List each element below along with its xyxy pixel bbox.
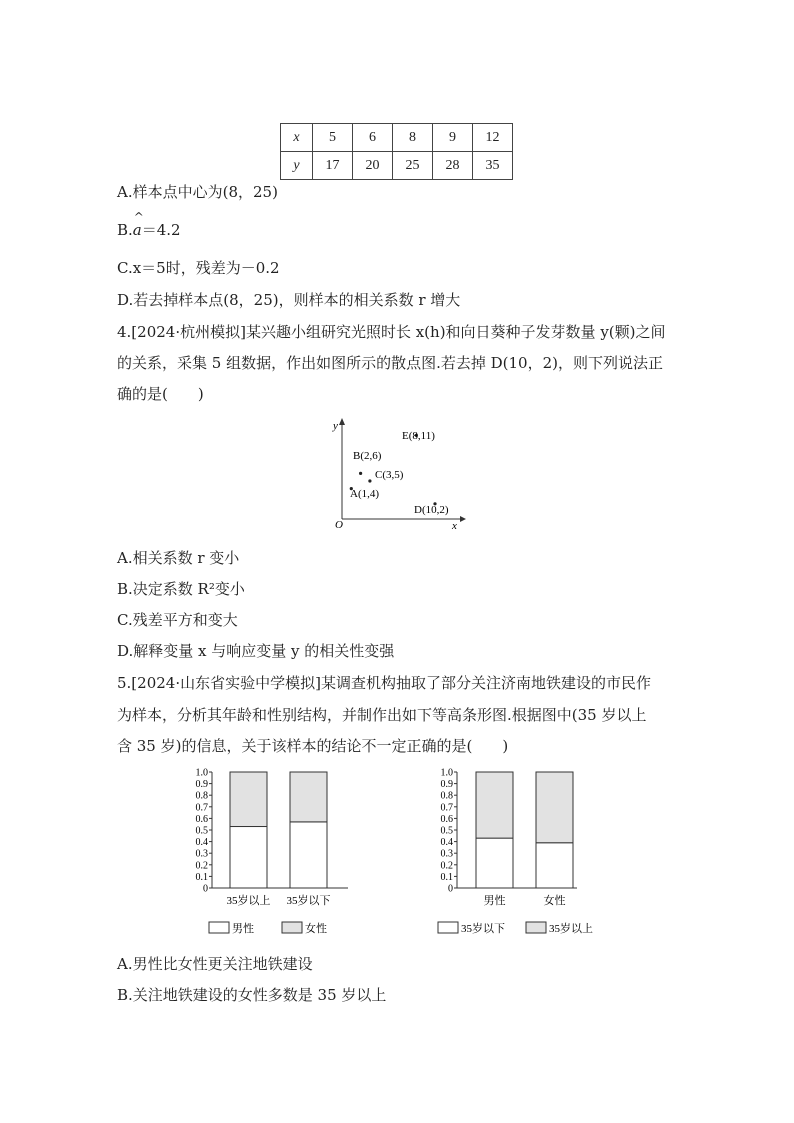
point-label-c: C(3,5) xyxy=(375,469,404,481)
q4-stem-line3: 确的是( ) xyxy=(117,385,204,403)
legend-swatch xyxy=(438,922,458,933)
legend-label: 35岁以上 xyxy=(549,923,593,935)
scatter-plot xyxy=(330,415,470,533)
q5-option-a: A.男性比女性更关注地铁建设 xyxy=(117,955,313,973)
q3-option-d: D.若去掉样本点(8，25)，则样本的相关系数 r 增大 xyxy=(117,291,461,309)
y-tick-label: 1.0 xyxy=(440,767,453,779)
y-tick-label: 0.6 xyxy=(195,813,208,825)
q4-stem-line1: 4.[2024·杭州模拟]某兴趣小组研究光照时长 x(h)和向日葵种子发芽数量 y(颗)之间 xyxy=(117,323,666,341)
table-header-y: y xyxy=(281,152,313,180)
y-tick-label: 0.9 xyxy=(440,779,453,791)
x-axis-arrow xyxy=(460,516,466,522)
y-tick-label: 0.5 xyxy=(440,825,453,837)
bar-segment-top xyxy=(476,772,513,838)
table-cell: 6 xyxy=(353,124,393,152)
bar-chart-gender xyxy=(425,762,615,942)
table-cell: 20 xyxy=(353,152,393,180)
bar-segment-top xyxy=(230,772,267,827)
scatter-point-c xyxy=(368,479,371,482)
x-tick-label: 35岁以上 xyxy=(226,895,271,907)
y-tick-label: 0.3 xyxy=(440,848,453,860)
y-tick-label: 0.2 xyxy=(440,860,453,872)
y-tick-label: 0.3 xyxy=(195,848,208,860)
y-tick-label: 0 xyxy=(448,883,453,895)
y-tick-label: 0.4 xyxy=(440,837,453,849)
y-tick-label: 0 xyxy=(203,883,208,895)
legend-swatch xyxy=(209,922,229,933)
point-label-b: B(2,6) xyxy=(353,450,382,462)
q5-stem-line2: 为样本，分析其年龄和性别结构，并制作出如下等高条形图.根据图中(35 岁以上 xyxy=(117,706,647,724)
y-tick-label: 0.6 xyxy=(440,813,453,825)
table-cell: 9 xyxy=(433,124,473,152)
legend-label: 男性 xyxy=(232,923,254,935)
q5-stem-line1: 5.[2024·山东省实验中学模拟]某调查机构抽取了部分关注济南地铁建设的市民作 xyxy=(117,674,651,692)
y-tick-label: 0.4 xyxy=(195,837,208,849)
point-label-d: D(10,2) xyxy=(414,504,449,516)
legend-swatch xyxy=(282,922,302,933)
bar-segment-top xyxy=(290,772,327,822)
q4-option-b: B.决定系数 R²变小 xyxy=(117,580,245,598)
y-axis-label: y xyxy=(333,420,338,432)
table-cell: 35 xyxy=(473,152,513,180)
bar-segment-bottom xyxy=(230,827,267,888)
y-tick-label: 0.5 xyxy=(195,825,208,837)
q3-option-c: C.x＝5时，残差为－0.2 xyxy=(117,259,280,277)
table-cell: 17 xyxy=(313,152,353,180)
table-cell: 12 xyxy=(473,124,513,152)
y-tick-label: 0.2 xyxy=(195,860,208,872)
table-cell: 8 xyxy=(393,124,433,152)
y-tick-label: 0.7 xyxy=(440,802,453,814)
legend-swatch xyxy=(526,922,546,933)
q4-option-c: C.残差平方和变大 xyxy=(117,611,238,629)
y-tick-label: 1.0 xyxy=(195,767,208,779)
x-tick-label: 35岁以下 xyxy=(286,895,331,907)
y-tick-label: 0.8 xyxy=(440,790,453,802)
bar-chart-age-group xyxy=(180,762,350,942)
q3-option-a: A.样本点中心为(8，25) xyxy=(117,183,278,201)
scatter-point-b xyxy=(359,472,362,475)
legend-label: 35岁以下 xyxy=(461,923,505,935)
point-label-e: E(8,11) xyxy=(402,430,435,442)
table-cell: 25 xyxy=(393,152,433,180)
xy-data-table xyxy=(280,123,513,180)
origin-label: O xyxy=(335,519,343,531)
table-row xyxy=(281,124,513,152)
q4-option-a: A.相关系数 r 变小 xyxy=(117,549,240,567)
y-tick-label: 0.1 xyxy=(195,871,208,883)
bar-segment-top xyxy=(536,772,573,843)
y-tick-label: 0.8 xyxy=(195,790,208,802)
q3-option-b-rest: ＝4.2 xyxy=(141,221,181,239)
q4-stem-line2: 的关系，采集 5 组数据，作出如图所示的散点图.若去掉 D(10，2)，则下列说法正 xyxy=(117,354,663,372)
q5-stem-line3: 含 35 岁)的信息，关于该样本的结论不一定正确的是( ) xyxy=(117,737,509,755)
legend-label: 女性 xyxy=(305,923,327,935)
bar-segment-bottom xyxy=(536,843,573,888)
table-cell: 5 xyxy=(313,124,353,152)
y-tick-label: 0.7 xyxy=(195,802,208,814)
y-axis-arrow xyxy=(339,418,345,425)
hat-symbol: ^ xyxy=(133,210,144,224)
q3-option-b-prefix: B. xyxy=(117,221,133,239)
q3-option-b xyxy=(117,210,181,240)
q5-option-b: B.关注地铁建设的女性多数是 35 岁以上 xyxy=(117,986,387,1004)
y-tick-label: 0.9 xyxy=(195,779,208,791)
x-tick-label: 男性 xyxy=(483,895,506,907)
point-label-a: A(1,4) xyxy=(350,488,380,500)
q3-option-b-var: a xyxy=(132,221,142,239)
bar-segment-bottom xyxy=(476,838,513,888)
table-cell: 28 xyxy=(433,152,473,180)
x-axis-label: x xyxy=(452,520,457,532)
bar-segment-bottom xyxy=(290,822,327,888)
q4-option-d: D.解释变量 x 与响应变量 y 的相关性变强 xyxy=(117,642,395,660)
y-tick-label: 0.1 xyxy=(440,871,453,883)
table-header-x: x xyxy=(281,124,313,152)
table-row xyxy=(281,152,513,180)
x-tick-label: 女性 xyxy=(543,895,566,907)
